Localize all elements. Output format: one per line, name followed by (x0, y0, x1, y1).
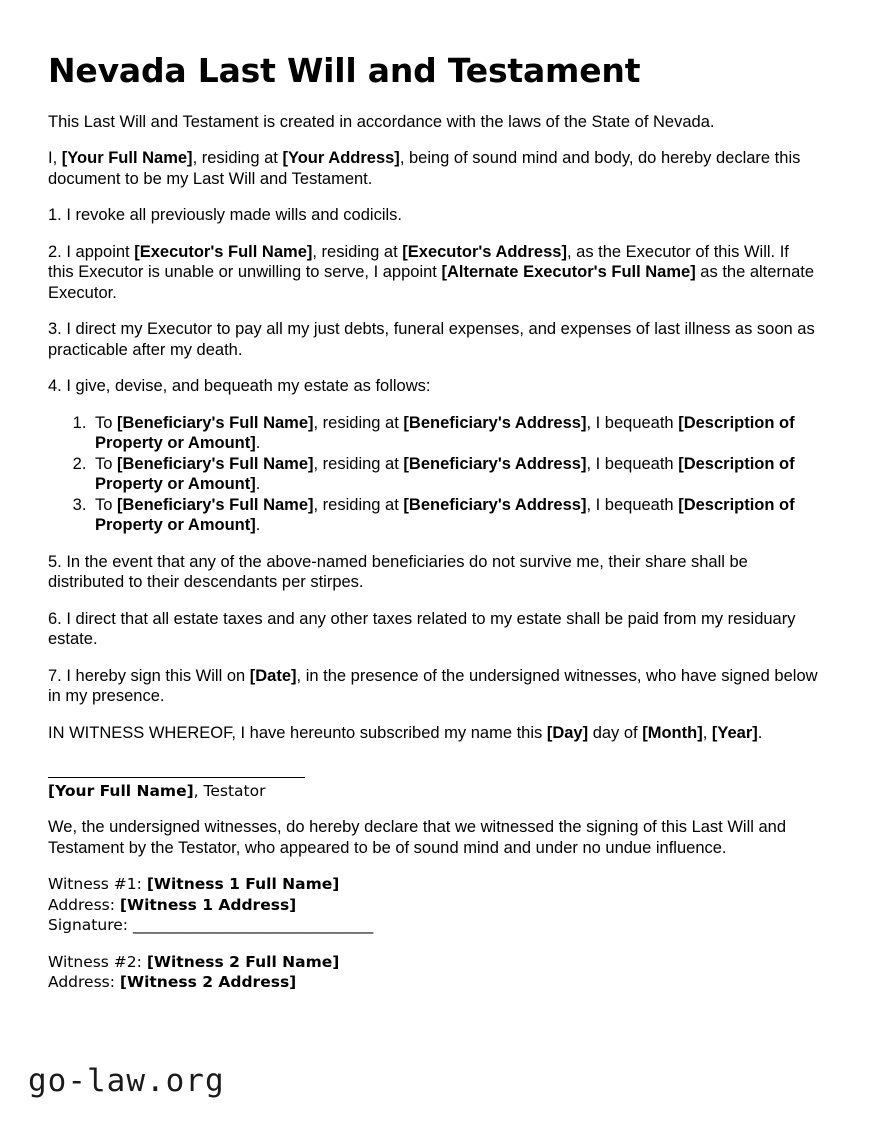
bequest-3-seg4: . (255, 516, 261, 535)
declaration-seg1: I, (48, 149, 62, 168)
witness-2-address-label: Address: (48, 973, 120, 992)
page-title: Nevada Last Will and Testament (48, 51, 641, 90)
executor-address-field: [Executor's Address] (402, 242, 567, 261)
testator-name-field: [Your Full Name] (48, 782, 194, 801)
declaration-seg2: , residing at (192, 149, 283, 168)
attestation-seg4: . (757, 723, 763, 742)
beneficiary-name-field: [Beneficiary's Full Name] (117, 495, 314, 514)
intro-paragraph (48, 112, 818, 133)
bequest-3-seg3: , I bequeath (586, 495, 679, 514)
date-field: [Date] (249, 666, 297, 685)
witness-1-name-line (48, 874, 818, 895)
year-field: [Year] (711, 723, 758, 742)
testator-suffix: , Testator (193, 782, 266, 801)
beneficiary-address-field: [Beneficiary's Address] (403, 413, 587, 432)
bequest-2-seg4: . (255, 475, 261, 494)
witness-1-address-label: Address: (48, 895, 120, 914)
bequest-1-seg2: , residing at (313, 413, 404, 432)
clause-6-text: 6. I direct that all estate taxes and any other taxes related to my estate shall be paid from my residuary estate. (48, 609, 796, 649)
bequest-list (48, 413, 818, 536)
witness-1-signature-rule: _______________________________ (132, 916, 374, 935)
witness-2-address-line (48, 972, 818, 993)
alternate-executor-name-field: [Alternate Executor's Full Name] (441, 263, 696, 282)
attestation-seg2: day of (588, 723, 643, 742)
document-content (48, 52, 818, 1009)
clause-5-text: 5. In the event that any of the above-named beneficiaries do not survive me, their share shall be distributed to their descendants per stirpes. (48, 552, 748, 592)
list-item (91, 454, 818, 495)
bequest-1-seg3: , I bequeath (586, 413, 679, 432)
executor-full-name-field: [Executor's Full Name] (134, 242, 313, 261)
your-full-name-field: [Your Full Name] (61, 149, 193, 168)
day-field: [Day] (546, 723, 589, 742)
witness-1-address-line (48, 895, 818, 916)
clause-2-seg1: 2. I appoint (48, 242, 135, 261)
witness-2-name-label: Witness #2: (48, 952, 147, 971)
property-description-field: [Description of Property or Amount] (95, 495, 795, 535)
bequest-2-seg3: , I bequeath (586, 454, 679, 473)
beneficiary-address-field: [Beneficiary's Address] (403, 495, 587, 514)
witness-1-signature-line[interactable] (48, 915, 818, 936)
clause-7 (48, 666, 818, 707)
clause-2-seg4: as the alternate Executor. (48, 263, 815, 302)
site-watermark: go-law.org (28, 1063, 225, 1099)
witness-block-2 (48, 952, 818, 993)
intro-text: This Last Will and Testament is created in accordance with the laws of the State of Nevada. (48, 112, 715, 131)
declaration-paragraph (48, 148, 818, 189)
month-field: [Month] (642, 723, 703, 742)
witness-1-signature-label: Signature: (48, 916, 133, 935)
clause-7-seg1: 7. I hereby sign this Will on (48, 666, 250, 685)
witness-2-address-field: [Witness 2 Address] (119, 973, 297, 992)
testator-signature-block (48, 759, 818, 801)
clause-2-seg2: , residing at (312, 242, 403, 261)
witness-2-name-line (48, 952, 818, 973)
clause-2-seg3: , as the Executor of this Will. If this Executor is unable or unwilling to serve, I appoint (48, 242, 789, 282)
bequest-2-seg2: , residing at (313, 454, 404, 473)
clause-2 (48, 242, 818, 304)
witness-1-address-field: [Witness 1 Address] (119, 895, 297, 914)
beneficiary-address-field: [Beneficiary's Address] (403, 454, 587, 473)
clause-4 (48, 376, 818, 397)
your-address-field: [Your Address] (282, 149, 400, 168)
testator-signature-caption (48, 781, 818, 801)
attestation-paragraph (48, 723, 818, 744)
clause-4-text: 4. I give, devise, and bequeath my estate as follows: (48, 377, 431, 396)
witness-1-name-label: Witness #1: (48, 875, 147, 894)
clause-6 (48, 609, 818, 650)
testator-signature-line[interactable] (48, 777, 305, 778)
witness-2-name-field: [Witness 2 Full Name] (146, 952, 340, 971)
bequest-3-seg1: To (95, 495, 118, 514)
list-item (91, 413, 818, 454)
bequest-1-seg1: To (95, 413, 118, 432)
witness-declaration-paragraph (48, 817, 818, 858)
beneficiary-name-field: [Beneficiary's Full Name] (117, 454, 314, 473)
bequest-2-seg1: To (95, 454, 118, 473)
clause-5 (48, 552, 818, 593)
property-description-field: [Description of Property or Amount] (95, 413, 795, 453)
witness-block-1 (48, 874, 818, 936)
bequest-3-seg2: , residing at (313, 495, 404, 514)
witness-declaration-text: We, the undersigned witnesses, do hereby declare that we witnessed the signing of this Last Will and Testament by the Testator, who appeared to be of sound mind and under no undue influence. (48, 818, 787, 857)
property-description-field: [Description of Property or Amount] (95, 454, 795, 494)
attestation-seg3: , (702, 723, 712, 742)
witness-1-name-field: [Witness 1 Full Name] (146, 875, 340, 894)
clause-7-seg2: , in the presence of the undersigned witnesses, who have signed below in my presence. (48, 666, 818, 706)
bequest-1-seg4: . (255, 434, 261, 453)
clause-1-text: 1. I revoke all previously made wills and codicils. (48, 206, 402, 225)
declaration-seg3: , being of sound mind and body, do hereby declare this document to be my Last Will and Testament. (48, 149, 801, 188)
list-item (91, 495, 818, 536)
clause-3-text: 3. I direct my Executor to pay all my just debts, funeral expenses, and expenses of last illness as soon as practicable after my death. (48, 320, 815, 359)
attestation-seg1: IN WITNESS WHEREOF, I have hereunto subscribed my name this (48, 723, 547, 742)
clause-1 (48, 205, 818, 226)
beneficiary-name-field: [Beneficiary's Full Name] (117, 413, 314, 432)
clause-3 (48, 319, 818, 360)
